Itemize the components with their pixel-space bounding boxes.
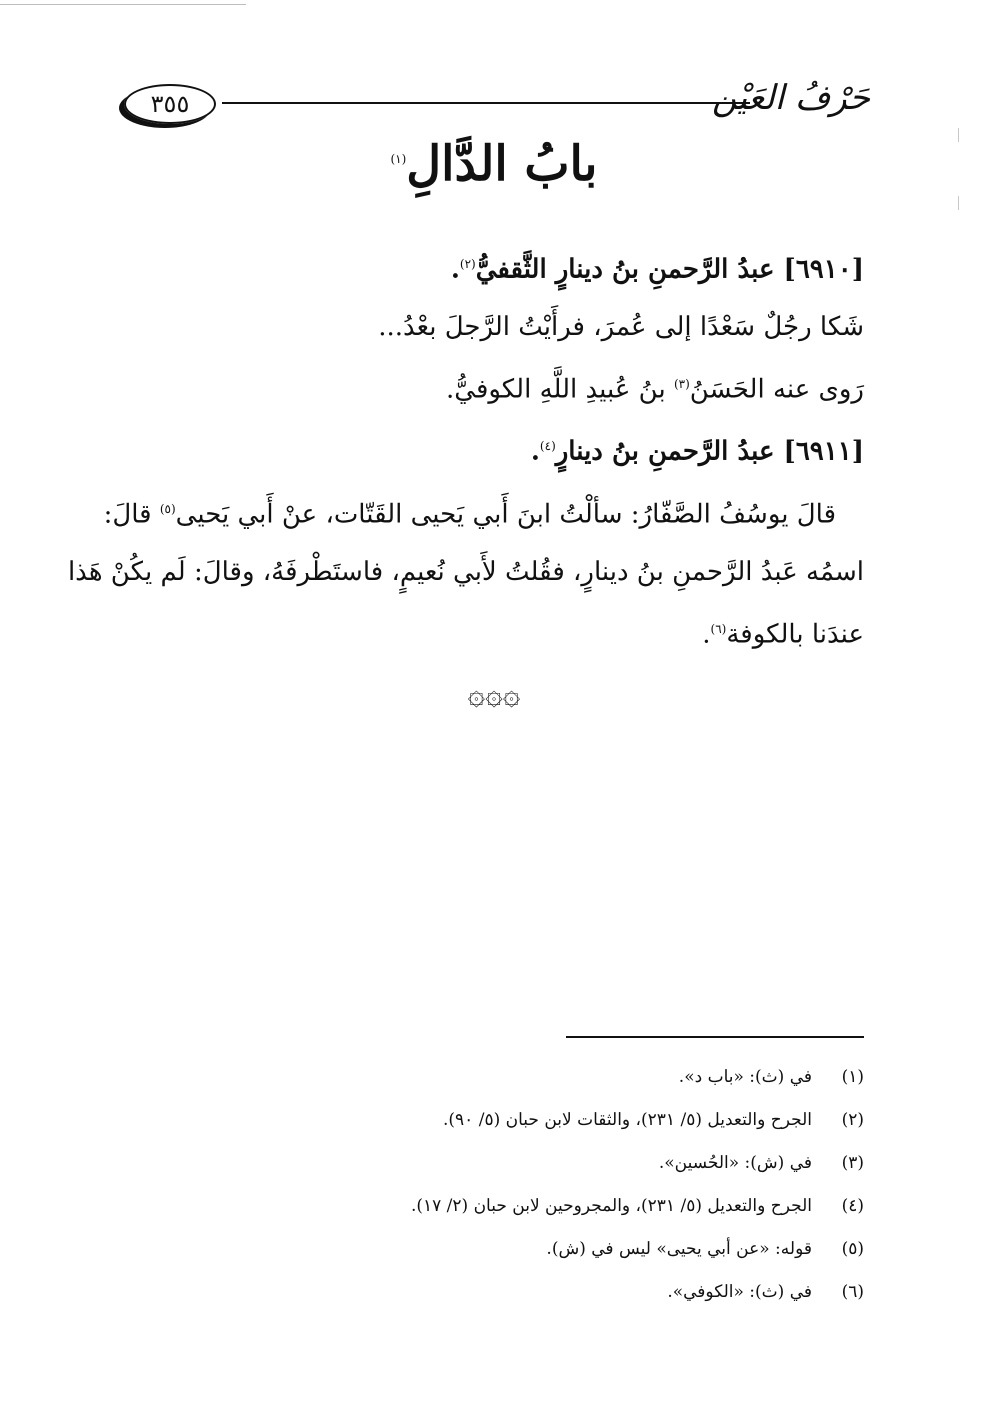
footnote-text: الجرح والتعديل (٥/ ٢٣١)، والمجروحين لابن حبان (٢/ ١٧).	[410, 1196, 812, 1216]
footnote-rule	[566, 1036, 864, 1038]
footnote-ref: (٥)	[159, 501, 176, 516]
footnote	[124, 1228, 864, 1271]
scan-top-rule	[0, 4, 246, 5]
main-text	[67, 236, 864, 663]
running-title: حَرْفُ العَيْن	[711, 78, 870, 118]
text-line-content: رَوى عنه الحَسَنُ	[689, 374, 864, 405]
text-line-content: قالَ:	[103, 499, 160, 530]
footnote-number: (٢)	[841, 1110, 864, 1130]
section-end-ornament: ۞۞۞	[467, 677, 521, 712]
text-line	[124, 299, 864, 356]
text-line	[124, 356, 864, 419]
text-line-content: قالَ يوسُفُ الصَّفّارُ: سألْتُ ابنَ أَبي يَحيى القَتّات، عنْ أَبي يَحيى	[175, 499, 836, 530]
footnote-text: في (ش): «الحُسين».	[658, 1153, 812, 1173]
footnote-ref: (٦)	[710, 621, 727, 636]
scan-edge-tick	[958, 196, 959, 210]
text-line-content: عندَنا بالكوفة	[726, 619, 864, 650]
entry-heading-text: [٦٩١١] عبدُ الرَّحمنِ بنُ دينارٍ	[555, 436, 864, 467]
footnote-number: (١)	[841, 1067, 864, 1087]
footnote-ref: (١)	[390, 152, 407, 166]
page-header	[118, 78, 870, 128]
footnotes	[124, 1056, 864, 1314]
entry-heading-text: [٦٩١٠] عبدُ الرَّحمنِ بنُ دينارٍ الثَّقفيُّ	[475, 254, 864, 285]
footnote-ref: (٤)	[539, 439, 556, 454]
footnote	[124, 1271, 864, 1314]
chapter-title	[0, 136, 988, 194]
footnote-text: في (ث): «باب د».	[678, 1067, 812, 1087]
footnote-text: في (ث): «الكوفي».	[667, 1282, 812, 1302]
text-line	[124, 601, 864, 664]
text-line	[67, 544, 864, 601]
footnote-number: (٤)	[841, 1196, 864, 1216]
footnote	[124, 1185, 864, 1228]
footnote-ref: (٢)	[459, 257, 476, 271]
footnote	[124, 1056, 864, 1099]
footnote-number: (٥)	[841, 1239, 864, 1259]
footnote	[124, 1142, 864, 1185]
page-number-badge	[124, 84, 216, 124]
punctuation: .	[702, 619, 711, 650]
punctuation: .	[450, 254, 460, 285]
text-line	[103, 481, 864, 544]
footnote-ref: (٣)	[673, 376, 690, 391]
footnote	[124, 1099, 864, 1142]
footnote-number: (٦)	[841, 1282, 864, 1302]
text-line-content: شَكا رجُلٌ سَعْدًا إلى عُمرَ، فرأَيْتُ الرَّجلَ بعْدُ...	[378, 311, 864, 342]
entry-heading-6910	[124, 236, 864, 299]
footnote-number: (٣)	[841, 1153, 864, 1173]
chapter-title-text: بابُ الدَّالِ	[406, 136, 598, 192]
header-rule	[222, 102, 750, 104]
text-line-content: اسمُه عَبدُ الرَّحمنِ بنُ دينارٍ، فقُلتُ لأَبي نُعيمٍ، فاستَطْرفَهُ، وقالَ: لَم يكُنْ هَذا	[67, 556, 864, 587]
page-number: ٣٥٥	[150, 90, 190, 118]
entry-heading-6911	[124, 418, 864, 481]
punctuation: .	[530, 436, 540, 467]
footnote-text: الجرح والتعديل (٥/ ٢٣١)، والثقات لابن حبان (٥/ ٩٠).	[443, 1110, 812, 1130]
text-line-content: بنُ عُبيدِ اللَّهِ الكوفيُّ.	[446, 374, 674, 405]
footnote-text: قوله: «عن أبي يحيى» ليس في (ش).	[546, 1239, 812, 1259]
